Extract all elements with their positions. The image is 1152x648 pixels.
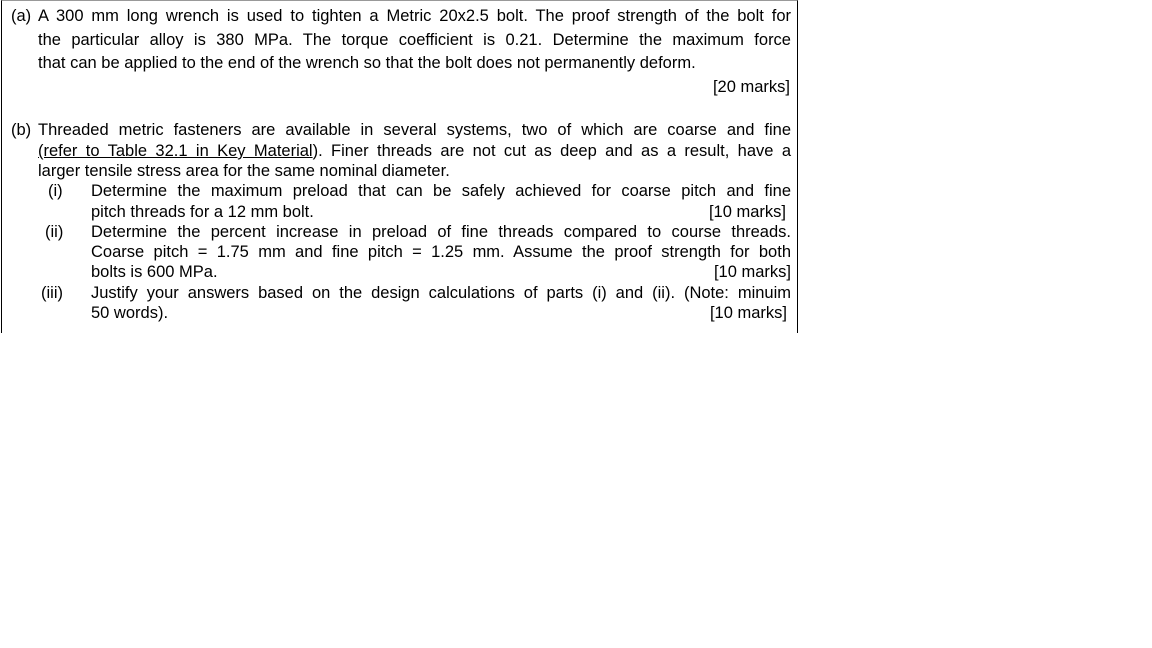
part-a-line-2: the particular alloy is 380 MPa. The torque coefficient is 0.21. Determine the maximum force [38, 31, 791, 49]
part-a-marks: [20 marks] [712, 78, 790, 96]
key-material-link[interactable]: (refer to Table 32.1 in Key Material [38, 142, 313, 160]
sub-iii-line-2: 50 words). [91, 304, 169, 322]
part-b-line-2 [38, 141, 791, 161]
sub-ii-line-3: bolts is 600 MPa. [91, 263, 218, 281]
sub-i-line-1: Determine the maximum preload that can be safely achieved for coarse pitch and fine [91, 182, 791, 200]
sub-i-label: (i) [48, 182, 63, 200]
part-b-line-3: larger tensile stress area for the same nominal diameter. [38, 162, 450, 180]
sub-ii-line-1: Determine the percent increase in preload of fine threads compared to course threads. [91, 223, 791, 241]
part-b-label: (b) [11, 121, 32, 139]
sub-i-marks: [10 marks] [708, 203, 786, 221]
part-b-line-1: Threaded metric fasteners are available in several systems, two of which are coarse and fine [38, 121, 791, 139]
sub-iii-line-1: Justify your answers based on the design calculations of parts (i) and (ii). (Note: minuim [91, 284, 791, 302]
sub-ii-line-2: Coarse pitch = 1.75 mm and fine pitch = 1.25 mm. Assume the proof strength for both [91, 243, 791, 261]
sub-i-line-2: pitch threads for a 12 mm bolt. [91, 203, 314, 221]
sub-ii-label: (ii) [45, 223, 64, 241]
part-b-line-2-text: ). Finer threads are not cut as deep and as a result, have a [312, 142, 791, 160]
sub-iii-label: (iii) [41, 284, 63, 302]
part-a-label: (a) [11, 7, 32, 25]
sub-ii-marks: [10 marks] [713, 263, 791, 281]
sub-iii-marks: [10 marks] [709, 304, 787, 322]
part-a-line-1: A 300 mm long wrench is used to tighten a Metric 20x2.5 bolt. The proof strength of the bolt for [38, 7, 791, 25]
part-a-line-3: that can be applied to the end of the wrench so that the bolt does not permanently deform. [38, 54, 696, 72]
